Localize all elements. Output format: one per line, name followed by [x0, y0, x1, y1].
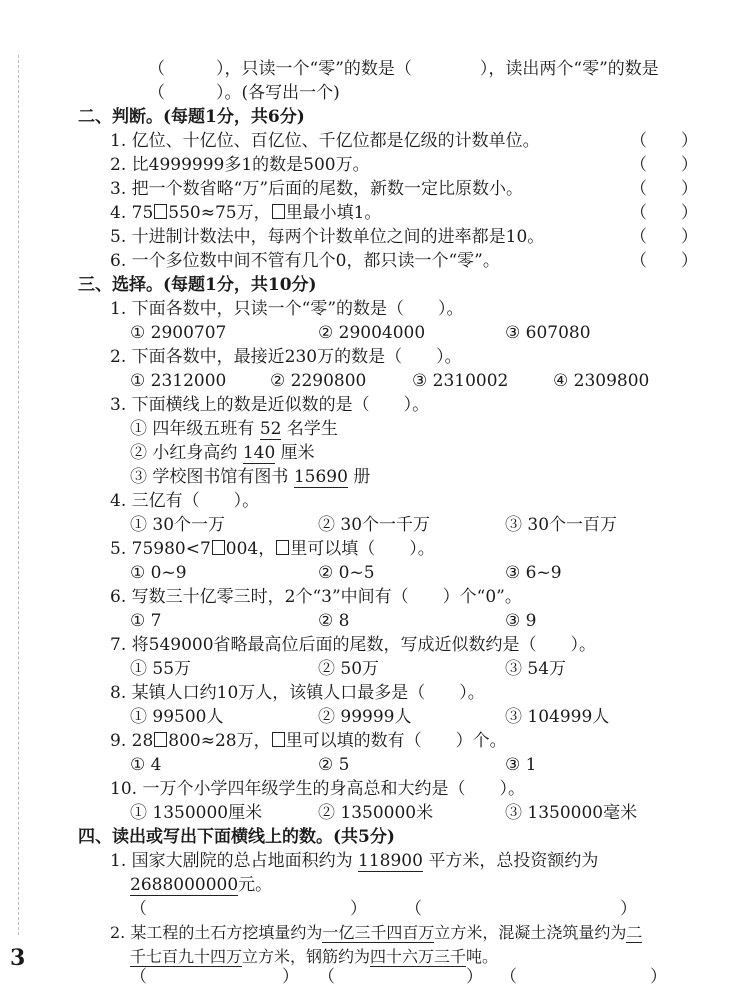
choice-q3: 3. 下面横线上的数是近似数的是（ ）。	[110, 395, 430, 415]
option[interactable]: ② 2290800	[270, 371, 367, 391]
blank-box	[276, 540, 289, 555]
option[interactable]: ② 29004000	[318, 323, 426, 343]
option[interactable]: ③ 104999人	[505, 707, 610, 727]
option[interactable]: ① 1350000厘米	[130, 803, 263, 823]
answer-bracket-left[interactable]: （	[405, 899, 422, 919]
option[interactable]: ② 30个一千万	[318, 515, 431, 535]
judge-item-1: 1. 亿位、十亿位、百亿位、千亿位都是亿级的计数单位。	[110, 131, 540, 151]
option[interactable]: ② 0~5	[318, 563, 375, 583]
answer-bracket-left[interactable]: （	[130, 899, 147, 919]
option[interactable]: ④ 2309800	[553, 371, 650, 391]
option[interactable]: ③ 30个一百万	[505, 515, 618, 535]
option[interactable]: ③ 54万	[505, 659, 567, 679]
option[interactable]: ① 30个一万	[130, 515, 226, 535]
answer-bracket-right[interactable]: ）	[650, 967, 667, 987]
answer-bracket-right[interactable]: ）	[282, 967, 299, 987]
answer-bracket[interactable]: （ ）	[630, 251, 698, 271]
answer-bracket-left[interactable]: （	[130, 967, 147, 987]
answer-bracket-left[interactable]: （	[500, 967, 517, 987]
section4-title: 四、读出或写出下面横线上的数。(共5分)	[78, 827, 395, 847]
choice-q1: 1. 下面各数中，只读一个“零”的数是（ ）。	[110, 299, 464, 319]
margin-dashed-line	[18, 55, 19, 935]
option[interactable]: ③ 学校图书馆有图书 15690 册	[130, 467, 371, 487]
option[interactable]: ② 8	[318, 611, 350, 631]
option[interactable]: ① 7	[130, 611, 162, 631]
blank-box	[154, 732, 167, 747]
choice-q2: 2. 下面各数中，最接近230万的数是（ ）。	[110, 347, 462, 367]
option[interactable]: ② 50万	[318, 659, 380, 679]
answer-bracket-left[interactable]: （	[318, 967, 335, 987]
answer-bracket[interactable]: （ ）	[630, 179, 698, 199]
option[interactable]: ① 99500人	[130, 707, 224, 727]
choice-q6: 6. 写数三十亿零三时，2个“3”中间有（ ）个“0”。	[110, 587, 522, 607]
choice-q4: 4. 三亿有（ ）。	[110, 491, 260, 511]
section3-title: 三、选择。(每题1分，共10分)	[78, 275, 317, 295]
read-write-q2-cont: 千七百九十四万立方米，钢筋约为四十六万三千吨。	[130, 947, 499, 966]
read-write-q1-cont: 2688000000元。	[130, 875, 273, 895]
option[interactable]: ② 5	[318, 755, 350, 775]
option[interactable]: ② 小红身高约 140 厘米	[130, 443, 315, 463]
option[interactable]: ① 2312000	[130, 371, 227, 391]
choice-q7: 7. 将549000省略最高位后面的尾数，写成近似数约是（ ）。	[110, 635, 597, 655]
option[interactable]: ③ 1	[505, 755, 537, 775]
page-number: 3	[10, 945, 26, 971]
choice-q9: 9. 28 800≈28万， 里可以填的数有（ ）个。	[110, 731, 507, 751]
blank-box	[272, 204, 285, 219]
top-line-2: （ ）。(各写出一个)	[148, 83, 340, 103]
option[interactable]: ③ 2310002	[412, 371, 509, 391]
choice-q5: 5. 75980<7 004， 里可以填（ ）。	[110, 539, 435, 559]
answer-bracket[interactable]: （ ）	[630, 155, 698, 175]
answer-bracket[interactable]: （ ）	[630, 131, 698, 151]
top-line-1: （ ），只读一个“零”的数是（ ），读出两个“零”的数是	[148, 59, 659, 79]
option[interactable]: ① 2900707	[130, 323, 227, 343]
answer-bracket-right[interactable]: ）	[620, 899, 637, 919]
judge-item-4: 4. 75 550≈75万， 里最小填1。	[110, 203, 382, 223]
blank-box	[154, 204, 167, 219]
option[interactable]: ① 55万	[130, 659, 192, 679]
choice-q8: 8. 某镇人口约10万人，该镇人口最多是（ ）。	[110, 683, 485, 703]
read-write-q2: 2. 某工程的土石方挖填量约为一亿三千四百万立方米，混凝土浇筑量约为二	[110, 923, 643, 942]
blank-box	[272, 732, 285, 747]
option[interactable]: ③ 6~9	[505, 563, 562, 583]
choice-q10: 10. 一万个小学四年级学生的身高总和大约是（ ）。	[110, 779, 525, 799]
option[interactable]: ① 0~9	[130, 563, 187, 583]
option[interactable]: ① 4	[130, 755, 162, 775]
option[interactable]: ③ 9	[505, 611, 537, 631]
option[interactable]: ② 1350000米	[318, 803, 434, 823]
blank-box	[212, 540, 225, 555]
judge-item-3: 3. 把一个数省略“万”后面的尾数，新数一定比原数小。	[110, 179, 524, 199]
answer-bracket[interactable]: （ ）	[630, 227, 698, 247]
option[interactable]: ③ 1350000毫米	[505, 803, 638, 823]
option[interactable]: ② 99999人	[318, 707, 412, 727]
option[interactable]: ③ 607080	[505, 323, 591, 343]
section2-title: 二、判断。(每题1分，共6分)	[78, 107, 305, 127]
read-write-q1: 1. 国家大剧院的总占地面积约为 118900 平方米，总投资额约为	[110, 851, 599, 871]
answer-bracket-right[interactable]: ）	[466, 967, 483, 987]
answer-bracket-right[interactable]: ）	[350, 899, 367, 919]
judge-item-6: 6. 一个多位数中间不管有几个0，都只读一个“零”。	[110, 251, 500, 271]
judge-item-5: 5. 十进制计数法中，每两个计数单位之间的进率都是10。	[110, 227, 545, 247]
answer-bracket[interactable]: （ ）	[630, 203, 698, 223]
option[interactable]: ① 四年级五班有 52 名学生	[130, 419, 338, 439]
judge-item-2: 2. 比4999999多1的数是500万。	[110, 155, 370, 175]
